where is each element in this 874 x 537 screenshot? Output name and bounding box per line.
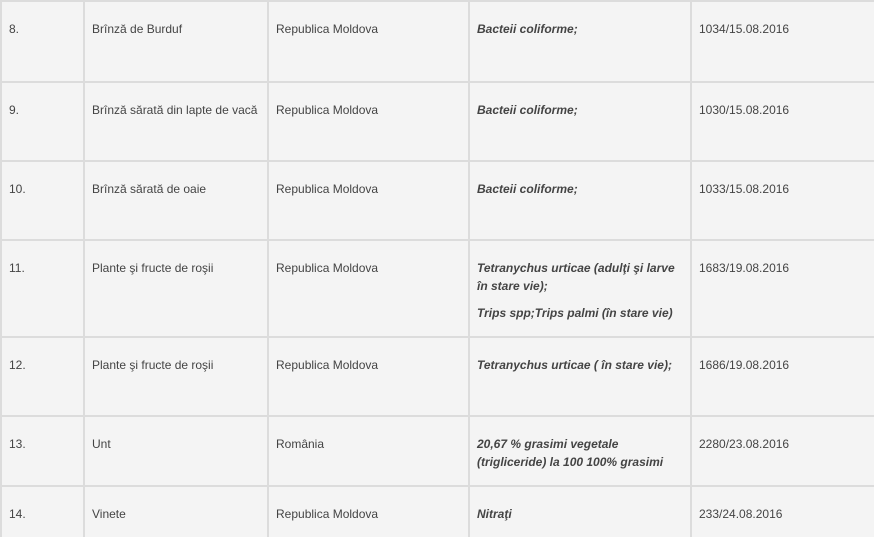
finding-cell (469, 1, 691, 82)
country: Republica Moldova (268, 337, 469, 416)
table-row (1, 240, 874, 337)
reference-number: 1034/15.08.2016 (691, 1, 874, 82)
finding-cell (469, 486, 691, 537)
row-number: 10. (1, 161, 84, 240)
finding-text: Bacteii coliforme; (477, 22, 578, 36)
table-row (1, 82, 874, 161)
product-name: Plante şi fructe de roşii (84, 240, 268, 337)
finding-text: Tetranychus urticae (adulţi şi larve în stare vie); (477, 261, 675, 293)
product-name: Vinete (84, 486, 268, 537)
finding-text: Nitraţi (477, 507, 512, 521)
table-row (1, 1, 874, 82)
finding-text: 20,67 % grasimi vegetale (trigliceride) la 100 100% grasimi (477, 437, 664, 469)
finding-cell (469, 161, 691, 240)
table-row (1, 416, 874, 486)
reference-number: 1033/15.08.2016 (691, 161, 874, 240)
table-row (1, 486, 874, 537)
table-row (1, 161, 874, 240)
finding-cell (469, 416, 691, 486)
finding-cell (469, 82, 691, 161)
country: Republica Moldova (268, 82, 469, 161)
product-name: Brînză sărată din lapte de vacă (84, 82, 268, 161)
row-number: 14. (1, 486, 84, 537)
table-row (1, 337, 874, 416)
reference-number: 233/24.08.2016 (691, 486, 874, 537)
reference-number: 1030/15.08.2016 (691, 82, 874, 161)
reference-number: 1686/19.08.2016 (691, 337, 874, 416)
finding-text: Bacteii coliforme; (477, 103, 578, 117)
product-name: Brînză de Burduf (84, 1, 268, 82)
country: România (268, 416, 469, 486)
product-name: Unt (84, 416, 268, 486)
row-number: 8. (1, 1, 84, 82)
reference-number: 2280/23.08.2016 (691, 416, 874, 486)
row-number: 9. (1, 82, 84, 161)
product-name: Brînză sărată de oaie (84, 161, 268, 240)
finding-text: Bacteii coliforme; (477, 182, 578, 196)
row-number: 11. (1, 240, 84, 337)
row-number: 12. (1, 337, 84, 416)
country: Republica Moldova (268, 486, 469, 537)
finding-cell (469, 337, 691, 416)
country: Republica Moldova (268, 161, 469, 240)
product-name: Plante şi fructe de roşii (84, 337, 268, 416)
row-number: 13. (1, 416, 84, 486)
finding-cell (469, 240, 691, 337)
finding-text: Trips spp;Trips palmi (în stare vie) (477, 306, 673, 320)
country: Republica Moldova (268, 1, 469, 82)
country: Republica Moldova (268, 240, 469, 337)
reference-number: 1683/19.08.2016 (691, 240, 874, 337)
finding-text: Tetranychus urticae ( în stare vie); (477, 358, 672, 372)
